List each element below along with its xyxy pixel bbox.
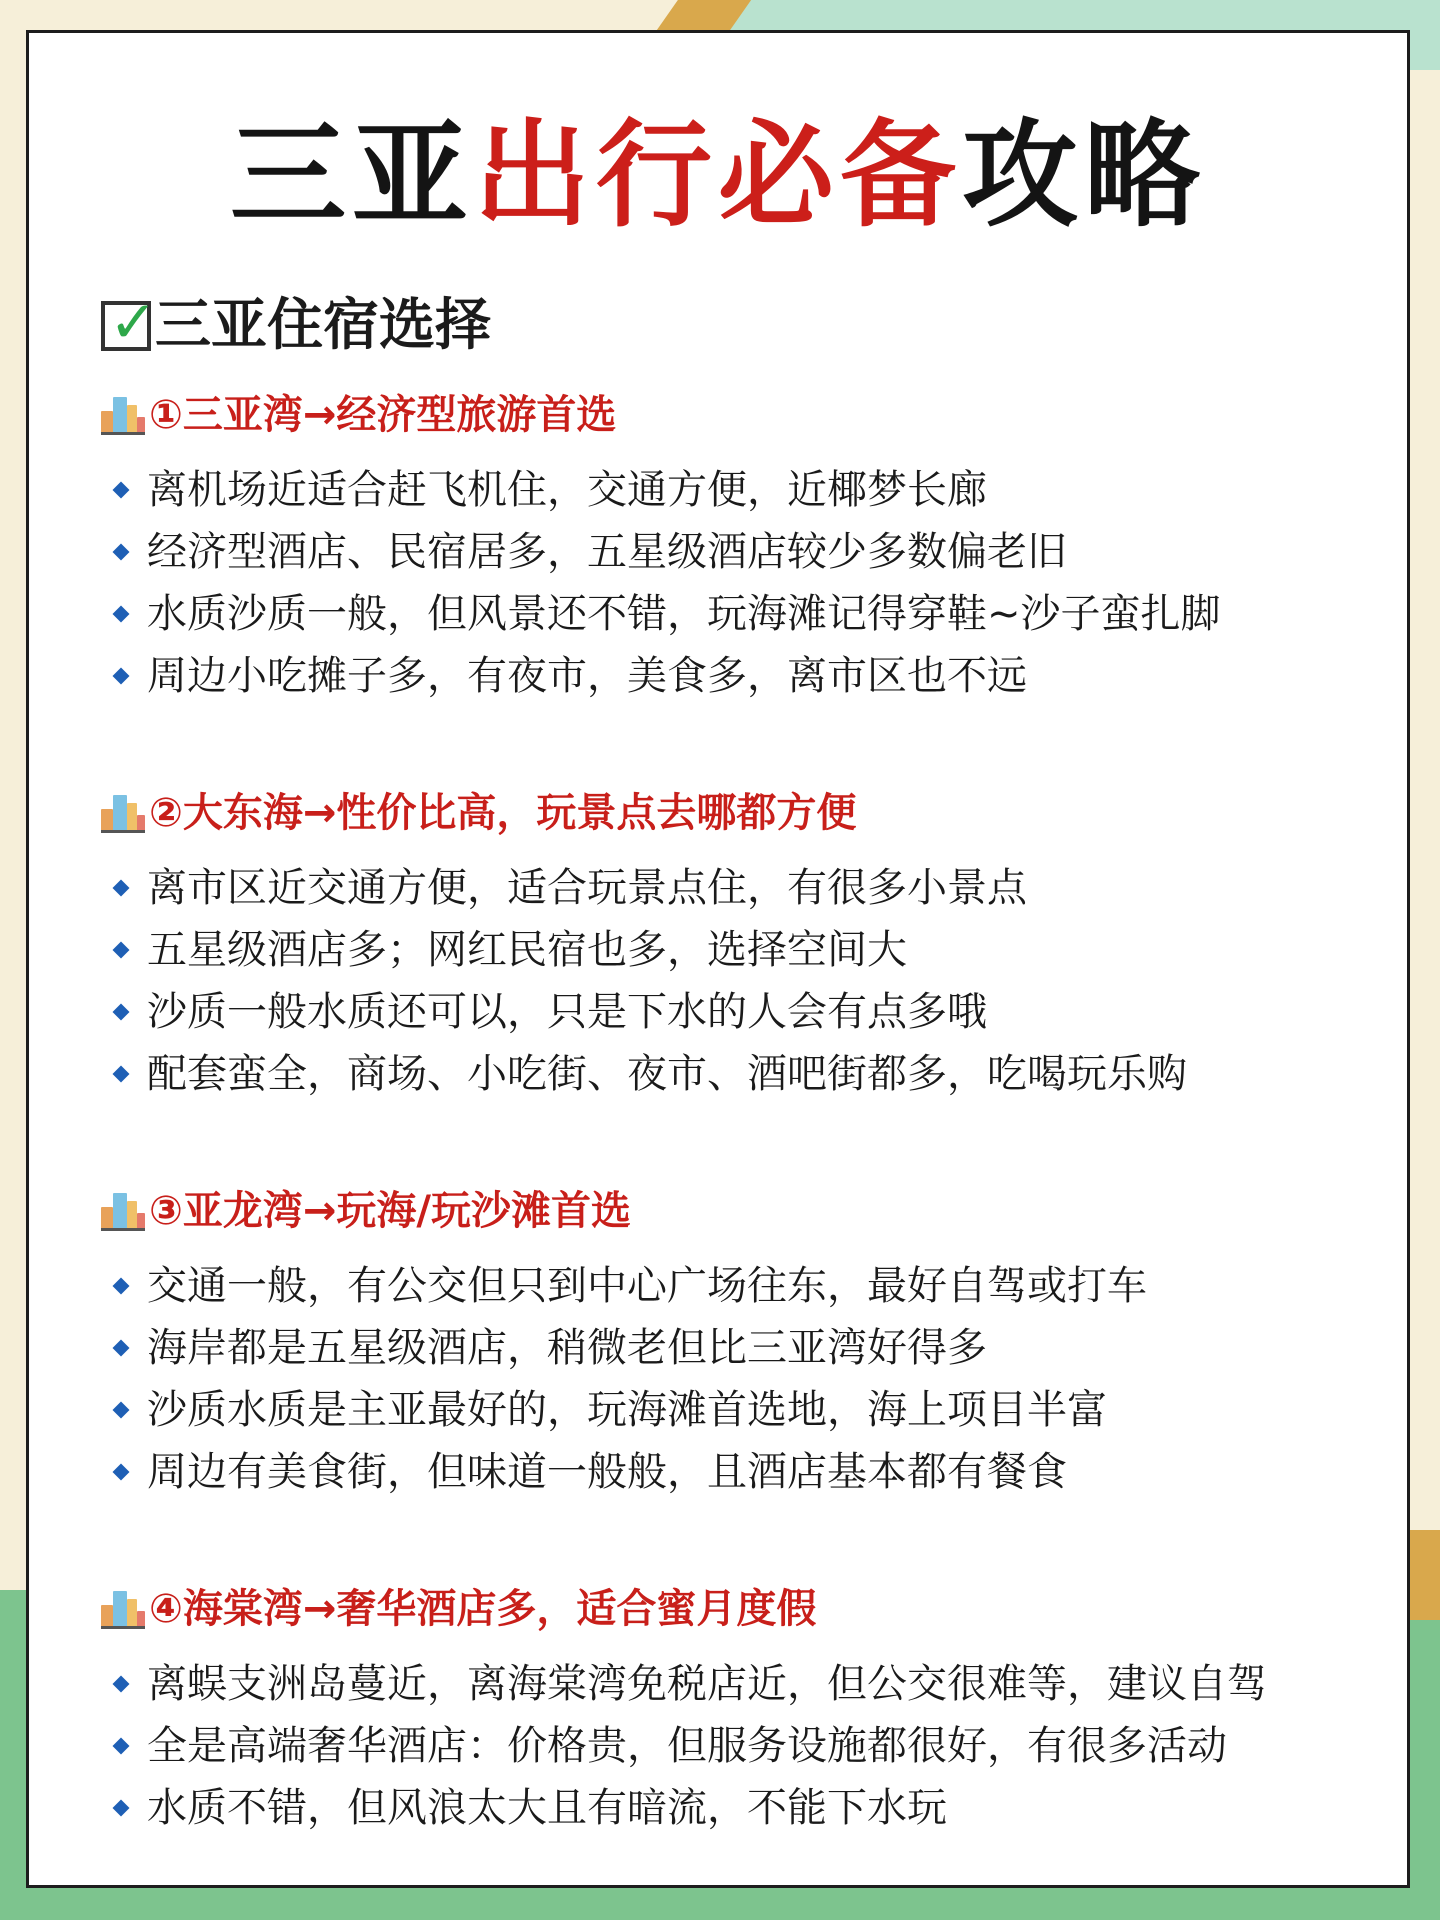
- list-item: 经济型酒店、民宿居多，五星级酒店较少多数偏老旧: [101, 521, 1401, 583]
- group-heading-label: ②大东海→性价比高，玩景点去哪都方便: [149, 790, 857, 836]
- list-item: 离市区近交通方便，适合玩景点住，有很多小景点: [101, 857, 1401, 919]
- list-item: 周边有美食街，但味道一般般，且酒店基本都有餐食: [101, 1441, 1401, 1503]
- diamond-bullet-icon: [113, 606, 130, 623]
- diamond-bullet-icon: [113, 482, 130, 499]
- diamond-bullet-icon: [113, 1340, 130, 1357]
- diamond-bullet-icon: [113, 942, 130, 959]
- group-heading-label: ①三亚湾→经济型旅游首选: [149, 392, 617, 438]
- group-heading: [101, 385, 1401, 445]
- diamond-bullet-icon: [113, 1278, 130, 1295]
- list-item: 海岸都是五星级酒店，稍微老但比三亚湾好得多: [101, 1317, 1401, 1379]
- content-card: [26, 30, 1410, 1888]
- list-item: 水质不错，但风浪太大且有暗流，不能下水玩: [101, 1777, 1401, 1839]
- list-item: 离蜈支洲岛蔓近，离海棠湾免税店近，但公交很难等，建议自驾: [101, 1653, 1401, 1715]
- group-sanya-bay: [101, 385, 1401, 707]
- list-item: 配套蛮全，商场、小吃街、夜市、酒吧街都多，吃喝玩乐购: [101, 1043, 1401, 1105]
- diamond-bullet-icon: [113, 544, 130, 561]
- list-item: 水质沙质一般，但风景还不错，玩海滩记得穿鞋~沙子蛮扎脚: [101, 583, 1401, 645]
- title-part-3: 攻略: [962, 108, 1206, 243]
- group-heading-label: ④海棠湾→奢华酒店多，适合蜜月度假: [149, 1586, 817, 1632]
- group-heading-label: ③亚龙湾→玩海/玩沙滩首选: [149, 1188, 631, 1234]
- buildings-icon: [101, 1589, 145, 1629]
- title-part-2: 出行必备: [474, 108, 962, 243]
- diamond-bullet-icon: [113, 1676, 130, 1693]
- buildings-icon: [101, 395, 145, 435]
- list-item: 离机场近适合赶飞机住，交通方便，近椰梦长廊: [101, 459, 1401, 521]
- diamond-bullet-icon: [113, 1800, 130, 1817]
- section-heading: [101, 288, 491, 361]
- group-heading: [101, 783, 1401, 843]
- list-item: 沙质一般水质还可以，只是下水的人会有点多哦: [101, 981, 1401, 1043]
- diamond-bullet-icon: [113, 1066, 130, 1083]
- page-title: [29, 108, 1407, 243]
- list-item: 沙质水质是主亚最好的，玩海滩首选地，海上项目半富: [101, 1379, 1401, 1441]
- diamond-bullet-icon: [113, 668, 130, 685]
- diamond-bullet-icon: [113, 1004, 130, 1021]
- group-yalong-bay: [101, 1181, 1401, 1503]
- title-part-1: 三亚: [230, 108, 474, 243]
- checkbox-checked-icon: ✓: [101, 301, 151, 351]
- list-item: 周边小吃摊子多，有夜市，美食多，离市区也不远: [101, 645, 1401, 707]
- diamond-bullet-icon: [113, 1738, 130, 1755]
- buildings-icon: [101, 793, 145, 833]
- group-haitang-bay: [101, 1579, 1401, 1839]
- diamond-bullet-icon: [113, 1402, 130, 1419]
- group-dadonghai: [101, 783, 1401, 1105]
- list-item: 五星级酒店多；网红民宿也多，选择空间大: [101, 919, 1401, 981]
- diamond-bullet-icon: [113, 1464, 130, 1481]
- section-heading-label: 三亚住宿选择: [155, 293, 491, 358]
- list-item: 全是高端奢华酒店：价格贵，但服务设施都很好，有很多活动: [101, 1715, 1401, 1777]
- group-heading: [101, 1181, 1401, 1241]
- group-heading: [101, 1579, 1401, 1639]
- buildings-icon: [101, 1191, 145, 1231]
- diamond-bullet-icon: [113, 880, 130, 897]
- list-item: 交通一般，有公交但只到中心广场往东，最好自驾或打车: [101, 1255, 1401, 1317]
